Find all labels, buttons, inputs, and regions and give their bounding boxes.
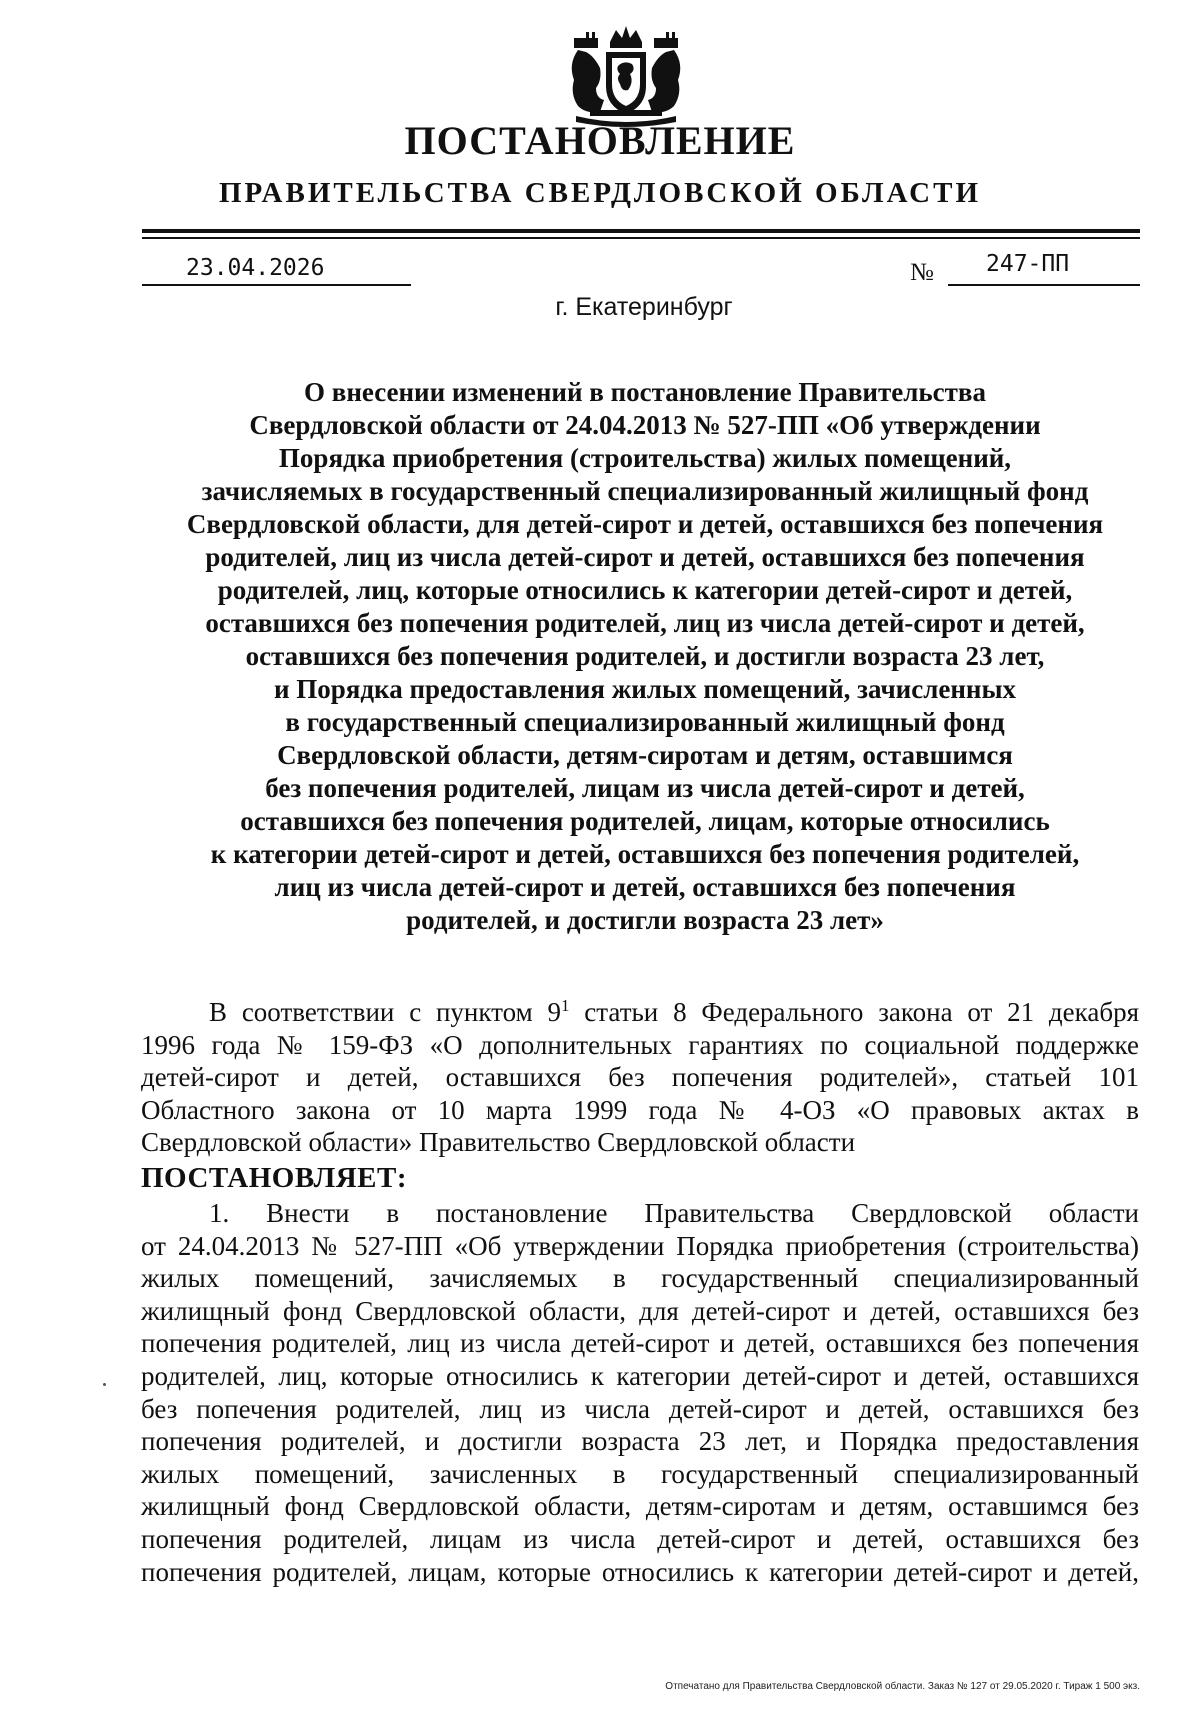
item-line: без попечения родителей, лиц из числа детей-сирот и детей, оставшихся без: [141, 1393, 1139, 1424]
heading-line: родителей, лиц, которые относились к категории детей-сирот и детей,: [217, 575, 1073, 605]
heading-line: в государственный специализированный жилищный фонд: [285, 707, 1005, 737]
heading-line: оставшихся без попечения родителей, и достигли возраста 23 лет,: [245, 641, 1045, 671]
item-line: от 24.04.2013 № 527-ПП «Об утверждении Порядка приобретения (строительства): [141, 1230, 1139, 1261]
heading-line: зачисляемых в государственный специализированный жилищный фонд: [201, 476, 1089, 506]
item-line: жилищный фонд Свердловской области, для детей-сирот и детей, оставшихся без: [141, 1295, 1139, 1326]
document-date: 23.04.2026: [186, 255, 325, 281]
number-underline: [948, 284, 1140, 286]
document-number: 247-ПП: [986, 251, 1070, 277]
heading-line: оставшихся без попечения родителей, лиц из числа детей-сирот и детей,: [205, 608, 1085, 638]
heading-line: к категории детей-сирот и детей, оставшихся без попечения родителей,: [210, 839, 1080, 869]
preamble-line: [141, 996, 1139, 1029]
preamble-text: статьи 8 Федерального закона от 21 декабря: [569, 997, 1140, 1027]
heading-line: Свердловской области, детям-сиротам и детям, оставшимся: [277, 740, 1013, 770]
preamble-line: 1996 года № 159-ФЗ «О дополнительных гарантиях по социальной поддержке: [141, 1029, 1139, 1060]
preamble-line: Свердловской области» Правительство Свердловской области: [141, 1127, 856, 1158]
heading-line: и Порядка предоставления жилых помещений, зачисленных: [273, 674, 1017, 704]
heading-line: Свердловской области, для детей-сирот и детей, оставшихся без попечения: [186, 509, 1104, 539]
issuing-authority: ПРАВИТЕЛЬСТВА СВЕРДЛОВСКОЙ ОБЛАСТИ: [218, 177, 982, 209]
preamble-text: В соответствии с пунктом 9: [209, 997, 561, 1027]
heading-line: без попечения родителей, лицам из числа детей-сирот и детей,: [265, 773, 1025, 803]
heading-line: родителей, и достигли возраста 23 лет»: [406, 905, 884, 935]
sverdlovsk-coat-of-arms-icon: [560, 20, 692, 128]
place-of-issue: г. Екатеринбург: [555, 293, 733, 321]
heading-line: Свердловской области от 24.04.2013 № 527-ПП «Об утверждении: [249, 410, 1041, 440]
item-line: попечения родителей, лиц из числа детей-сирот и детей, оставшихся без попечения: [141, 1328, 1139, 1359]
superscript-index: 1: [560, 996, 570, 1015]
heading-line: родителей, лиц из числа детей-сирот и детей, оставшихся без попечения: [205, 542, 1085, 572]
preamble-paragraph: [141, 996, 1139, 1159]
print-footer: Отпечатано для Правительства Свердловской области. Заказ № 127 от 29.05.2020 г. Тираж 1 500 экз.: [665, 1681, 1140, 1692]
item-line: жилищный фонд Свердловской области, детям-сиротам и детям, оставшимся без: [141, 1491, 1139, 1522]
preamble-line: детей-сирот и детей, оставшихся без попечения родителей», статьей 101: [141, 1062, 1139, 1093]
document-type-title: ПОСТАНОВЛЕНИЕ: [404, 118, 796, 163]
item-line: попечения родителей, лицам, которые относились к категории детей-сирот и детей,: [141, 1556, 1139, 1587]
preamble-line: Областного закона от 10 марта 1999 года № 4-ОЗ «О правовых актах в: [141, 1094, 1139, 1125]
item-line: попечения родителей, и достигли возраста 23 лет, и Порядка предоставления: [141, 1426, 1139, 1457]
item-1-paragraph: [141, 1197, 1139, 1588]
heading-line: О внесении изменений в постановление Правительства: [304, 377, 986, 407]
number-sign: №: [910, 259, 934, 286]
header-rule-thick: [142, 229, 1140, 233]
header-rule-thin: [142, 237, 1140, 239]
decree-word: ПОСТАНОВЛЯЕТ:: [141, 1162, 407, 1194]
heading-line: лиц из числа детей-сирот и детей, оставшихся без попечения: [274, 872, 1016, 902]
heading-line: Порядка приобретения (строительства) жилых помещений,: [278, 443, 1012, 473]
item-line: жилых помещений, зачисленных в государственный специализированный: [141, 1458, 1139, 1489]
item-line: попечения родителей, лицам из числа детей-сирот и детей, оставшихся без: [141, 1523, 1139, 1554]
date-underline: [142, 284, 411, 286]
item-line: родителей, лиц, которые относились к категории детей-сирот и детей, оставшихся: [141, 1360, 1139, 1391]
scan-speck: [103, 1383, 106, 1386]
heading-line: оставшихся без попечения родителей, лицам, которые относились: [240, 806, 1050, 836]
item-line: 1. Внести в постановление Правительства Свердловской области: [209, 1198, 1139, 1228]
document-heading: [150, 376, 1140, 937]
item-line: жилых помещений, зачисляемых в государственный специализированный: [141, 1263, 1139, 1294]
